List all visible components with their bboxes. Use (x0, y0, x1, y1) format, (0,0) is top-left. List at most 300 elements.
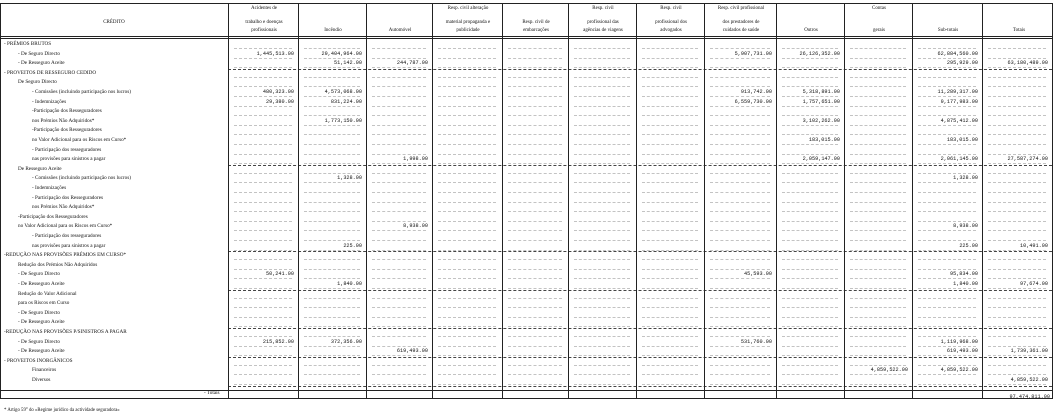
cell-rule (438, 269, 496, 270)
cell-rule (304, 173, 360, 174)
cell-rule (918, 298, 976, 299)
row-label: - De Resseguro Aceite (18, 348, 65, 355)
cell-rule (850, 125, 906, 126)
cell-rule (438, 173, 496, 174)
cell-rule (234, 202, 292, 203)
cell-rule (710, 154, 770, 155)
section-separator (228, 386, 1052, 387)
cell-rule (782, 230, 838, 231)
cell-rule (710, 374, 770, 375)
cell-rule (642, 173, 698, 174)
cell-rule (710, 144, 770, 145)
cell-rule (710, 77, 770, 78)
cell-rule (508, 77, 562, 78)
row-label: - Indemnizações (32, 98, 67, 105)
cell-rule (642, 154, 698, 155)
cell-rule (850, 298, 906, 299)
cell-rule (438, 278, 496, 279)
cell-value: 619,493.00 (396, 348, 428, 355)
cell-rule (234, 154, 292, 155)
cell-rule (234, 211, 292, 212)
cell-rule (574, 125, 630, 126)
cell-rule (508, 58, 562, 59)
cell-rule (850, 58, 906, 59)
cell-rule (710, 240, 770, 241)
cell-rule (234, 307, 292, 308)
cell-rule (574, 192, 630, 193)
cell-rule (710, 125, 770, 126)
header-rc-saude-2: dos prestadores de (722, 20, 760, 25)
cell-rule (372, 240, 426, 241)
cell-rule (304, 58, 360, 59)
cell-rule (438, 374, 496, 375)
cell-rule (234, 269, 292, 270)
cell-value: 11,289,317.00 (937, 89, 978, 95)
cell-rule (988, 144, 1046, 145)
cell-rule (710, 96, 770, 97)
row-label: Financeiros (32, 367, 57, 374)
cell-rule (918, 125, 976, 126)
cell-rule (372, 48, 426, 49)
cell-rule (574, 317, 630, 318)
row-label: nas provisões para sinistros a pagar (32, 156, 106, 163)
table-top-border (0, 3, 1053, 4)
cell-rule (304, 307, 360, 308)
cell-rule (508, 259, 562, 260)
cell-rule (438, 115, 496, 116)
cell-rule (988, 278, 1046, 279)
cell-rule (508, 211, 562, 212)
cell-rule (988, 346, 1046, 347)
row-label: -Participação dos Resseguradores (32, 108, 102, 115)
cell-rule (850, 182, 906, 183)
cell-rule (574, 240, 630, 241)
row-label: -Participação dos Resseguradores (32, 127, 102, 134)
cell-rule (710, 211, 770, 212)
cell-value: 5,907,731.00 (734, 50, 772, 57)
cell-rule (782, 211, 838, 212)
cell-rule (850, 317, 906, 318)
cell-rule (234, 346, 292, 347)
cell-rule (918, 365, 976, 366)
cell-rule (372, 134, 426, 135)
cell-rule (438, 134, 496, 135)
cell-rule (234, 96, 292, 97)
header-contas-1: Contas (872, 6, 886, 11)
cell-value: 45,593.00 (743, 271, 772, 278)
cell-rule (988, 307, 1046, 308)
cell-value: 9,177,983.00 (940, 98, 978, 105)
cell-rule (850, 211, 906, 212)
cell-rule (508, 86, 562, 87)
cell-rule (234, 58, 292, 59)
cell-rule (508, 154, 562, 155)
column-divider (982, 3, 983, 398)
cell-rule (438, 346, 496, 347)
row-label: - PRÉMIOS BRUTOS (4, 41, 52, 47)
cell-rule (508, 96, 562, 97)
cell-rule (304, 144, 360, 145)
cell-rule (372, 307, 426, 308)
cell-rule (918, 48, 976, 49)
cell-rule (574, 115, 630, 116)
cell-rule (304, 336, 360, 337)
cell-rule (304, 154, 360, 155)
cell-value: 8,938.00 (403, 223, 428, 230)
cell-rule (918, 211, 976, 212)
header-rc-alteracao-3: publicidade (456, 28, 480, 33)
cell-rule (782, 259, 838, 260)
cell-rule (642, 202, 698, 203)
cell-rule (574, 269, 630, 270)
cell-rule (508, 307, 562, 308)
cell-value: 10,491.00 (1019, 242, 1048, 249)
cell-rule (988, 173, 1046, 174)
cell-rule (988, 365, 1046, 366)
section-separator (228, 165, 1052, 166)
cell-rule (918, 240, 976, 241)
section-separator (228, 251, 1052, 252)
cell-value: 4,859,522.00 (940, 367, 978, 374)
cell-value: 2,061,145.00 (940, 156, 978, 163)
cell-rule (782, 58, 838, 59)
cell-rule (372, 77, 426, 78)
cell-rule (574, 58, 630, 59)
cell-rule (782, 182, 838, 183)
cell-rule (234, 173, 292, 174)
cell-rule (234, 77, 292, 78)
cell-value: 26,126,352.00 (799, 50, 840, 57)
cell-rule (234, 365, 292, 366)
cell-rule (710, 307, 770, 308)
cell-rule (988, 134, 1046, 135)
row-label: Redução do Valor Adicional (18, 290, 77, 297)
cell-rule (304, 230, 360, 231)
cell-rule (850, 134, 906, 135)
totals-top-border (0, 390, 1053, 391)
section-separator (228, 69, 1052, 70)
cell-rule (508, 48, 562, 49)
header-rc-saude-1: Resp. civil profissional (717, 6, 765, 11)
cell-value: 27,587,274.00 (1007, 156, 1048, 163)
cell-rule (234, 86, 292, 87)
cell-rule (438, 259, 496, 260)
cell-rule (642, 374, 698, 375)
header-rc-saude-3: cuidados de saúde (722, 28, 760, 33)
cell-rule (850, 115, 906, 116)
cell-rule (850, 173, 906, 174)
cell-rule (710, 86, 770, 87)
cell-rule (710, 192, 770, 193)
cell-value: 51,142.00 (333, 60, 362, 67)
cell-rule (710, 230, 770, 231)
cell-rule (918, 374, 976, 375)
cell-rule (508, 221, 562, 222)
cell-rule (918, 259, 976, 260)
cell-rule (304, 278, 360, 279)
cell-rule (438, 307, 496, 308)
cell-rule (850, 221, 906, 222)
cell-value: 225.00 (343, 242, 362, 249)
cell-rule (234, 336, 292, 337)
cell-value: 1,328.00 (953, 175, 978, 182)
row-label: - De Resseguro Aceite (18, 60, 65, 67)
cell-rule (438, 317, 496, 318)
cell-rule (642, 221, 698, 222)
cell-value: 619,493.00 (946, 348, 978, 355)
cell-rule (372, 317, 426, 318)
cell-value: 6,559,730.00 (734, 98, 772, 105)
cell-rule (234, 125, 292, 126)
cell-rule (710, 221, 770, 222)
header-incendio: Incêndio (324, 28, 342, 33)
cell-rule (642, 317, 698, 318)
cell-rule (710, 317, 770, 318)
cell-rule (642, 298, 698, 299)
cell-value: 1,757,651.00 (802, 98, 840, 105)
header-rc-agencias-3: agências de viagens (583, 28, 623, 33)
cell-rule (372, 230, 426, 231)
cell-rule (508, 125, 562, 126)
cell-rule (988, 77, 1046, 78)
cell-rule (438, 182, 496, 183)
header-acidentes-2: trabalho e doenças (245, 20, 283, 25)
cell-rule (918, 154, 976, 155)
cell-rule (574, 259, 630, 260)
cell-rule (850, 365, 906, 366)
cell-value: 1,445,513.00 (256, 50, 294, 57)
cell-rule (850, 374, 906, 375)
cell-rule (710, 115, 770, 116)
cell-rule (234, 115, 292, 116)
cell-value: 1,739,361.00 (1010, 348, 1048, 355)
cell-rule (372, 96, 426, 97)
cell-rule (918, 307, 976, 308)
cell-rule (642, 134, 698, 135)
cell-value: 183,015.00 (808, 137, 840, 143)
cell-rule (508, 173, 562, 174)
cell-rule (372, 125, 426, 126)
cell-rule (642, 182, 698, 183)
cell-rule (642, 240, 698, 241)
column-divider (636, 3, 637, 398)
cell-rule (988, 182, 1046, 183)
header-rc-alteracao-2: material propaganda e (445, 20, 491, 25)
cell-rule (710, 336, 770, 337)
column-divider (228, 3, 229, 398)
header-rc-embarcacoes-1: Resp. civil de (522, 20, 550, 25)
cell-rule (574, 221, 630, 222)
row-label: - De Resseguro Aceite (18, 281, 65, 287)
header-rc-advogados-1: Resp. civil (660, 6, 682, 11)
cell-rule (234, 182, 292, 183)
cell-rule (782, 336, 838, 337)
cell-rule (782, 269, 838, 270)
cell-rule (782, 125, 838, 126)
cell-rule (988, 298, 1046, 299)
section-separator (228, 290, 1052, 291)
cell-rule (372, 154, 426, 155)
cell-rule (642, 259, 698, 260)
cell-rule (782, 173, 838, 174)
cell-rule (574, 154, 630, 155)
cell-value: 1,840.00 (953, 281, 978, 287)
cell-rule (508, 278, 562, 279)
cell-rule (234, 106, 292, 107)
cell-rule (642, 278, 698, 279)
cell-rule (850, 192, 906, 193)
cell-rule (304, 182, 360, 183)
cell-rule (508, 336, 562, 337)
cell-rule (304, 346, 360, 347)
cell-rule (710, 259, 770, 260)
cell-rule (642, 144, 698, 145)
cell-value: 372,356.00 (330, 338, 362, 345)
column-divider (366, 3, 367, 398)
cell-rule (574, 346, 630, 347)
cell-rule (642, 125, 698, 126)
cell-value: 63,180,489.00 (1007, 60, 1048, 67)
cell-rule (918, 86, 976, 87)
cell-value: 4,875,412.00 (940, 117, 978, 124)
cell-rule (304, 269, 360, 270)
cell-rule (304, 192, 360, 193)
cell-rule (574, 48, 630, 49)
cell-rule (710, 182, 770, 183)
cell-rule (438, 192, 496, 193)
cell-rule (918, 134, 976, 135)
header-totais: Totais (1012, 28, 1026, 33)
header-bottom-border-double (0, 38, 1053, 39)
cell-value: 5,318,891.00 (802, 89, 840, 95)
cell-value: 4,859,522.00 (870, 367, 908, 374)
cell-value: 1,773,150.00 (324, 117, 362, 124)
cell-rule (918, 58, 976, 59)
cell-rule (372, 374, 426, 375)
cell-rule (918, 202, 976, 203)
cell-rule (574, 230, 630, 231)
cell-rule (918, 77, 976, 78)
cell-rule (304, 134, 360, 135)
cell-rule (850, 96, 906, 97)
column-divider (912, 3, 913, 398)
cell-value: 1,328.00 (337, 175, 362, 182)
header-rc-advogados-2: profissional dos (655, 20, 687, 25)
cell-rule (234, 192, 292, 193)
cell-rule (372, 278, 426, 279)
cell-rule (850, 230, 906, 231)
header-rc-alteracao-1: Resp. civil alteração (447, 6, 489, 11)
cell-rule (234, 230, 292, 231)
cell-rule (642, 336, 698, 337)
cell-rule (710, 346, 770, 347)
cell-rule (918, 182, 976, 183)
header-acidentes-3: profissionais (251, 28, 277, 33)
row-label: - Participação dos resseguradores (32, 233, 102, 239)
row-label: para os Riscos em Curso (18, 300, 70, 307)
cell-rule (710, 48, 770, 49)
cell-rule (710, 134, 770, 135)
cell-rule (234, 221, 292, 222)
cell-rule (438, 125, 496, 126)
cell-value: 3,102,262.00 (802, 117, 840, 124)
cell-rule (372, 115, 426, 116)
cell-value: 4,859,522.00 (1010, 377, 1048, 383)
cell-rule (574, 173, 630, 174)
cell-value: 29,404,964.00 (321, 50, 362, 57)
cell-rule (918, 317, 976, 318)
cell-rule (574, 298, 630, 299)
cell-rule (304, 211, 360, 212)
cell-rule (782, 77, 838, 78)
cell-rule (234, 317, 292, 318)
cell-rule (372, 211, 426, 212)
cell-rule (574, 182, 630, 183)
cell-rule (304, 106, 360, 107)
cell-rule (574, 144, 630, 145)
row-label: nos Prémios Não Adquiridos* (32, 204, 95, 211)
row-label: - De Seguro Directo (18, 271, 60, 278)
cell-value: 8,938.00 (953, 223, 978, 230)
cell-rule (574, 86, 630, 87)
row-label: -Participação dos Resseguradores (18, 213, 88, 220)
cell-rule (782, 298, 838, 299)
cell-rule (850, 86, 906, 87)
cell-rule (438, 106, 496, 107)
cell-rule (850, 202, 906, 203)
header-outros: Outros (804, 28, 818, 33)
cell-rule (304, 202, 360, 203)
cell-rule (988, 154, 1046, 155)
cell-rule (918, 230, 976, 231)
cell-rule (988, 58, 1046, 59)
header-contas-2: gerais (873, 28, 885, 33)
cell-rule (782, 374, 838, 375)
cell-rule (438, 298, 496, 299)
row-label: -REDUÇÃO NAS PROVISÕES PRÉMIOS EM CURSO* (4, 252, 127, 259)
cell-rule (642, 106, 698, 107)
header-automovel: Automóvel (388, 28, 412, 33)
cell-rule (710, 298, 770, 299)
row-label: De Resseguro Aceite (18, 165, 62, 172)
cell-value: 50,241.00 (265, 271, 294, 278)
cell-rule (372, 298, 426, 299)
column-divider (1052, 3, 1053, 398)
row-label: - De Seguro Directo (18, 309, 60, 316)
cell-rule (918, 96, 976, 97)
footnote: * Artigo 59° do «Regime jurídico da actividade seguradora» (4, 408, 120, 413)
cell-rule (574, 202, 630, 203)
row-label: - PROVEITOS INORGÂNICOS (4, 357, 73, 364)
cell-rule (372, 58, 426, 59)
cell-rule (918, 192, 976, 193)
cell-rule (710, 202, 770, 203)
cell-rule (304, 86, 360, 87)
cell-value: 831,224.00 (330, 98, 362, 105)
cell-rule (710, 269, 770, 270)
header-rc-embarcacoes-2: embarcações (523, 28, 549, 33)
cell-rule (304, 365, 360, 366)
cell-value: 295,929.00 (946, 60, 978, 67)
cell-rule (782, 202, 838, 203)
cell-rule (508, 346, 562, 347)
cell-rule (438, 86, 496, 87)
cell-rule (782, 134, 838, 135)
cell-rule (918, 221, 976, 222)
cell-rule (642, 192, 698, 193)
cell-rule (438, 211, 496, 212)
cell-value: 531,760.00 (740, 338, 772, 345)
